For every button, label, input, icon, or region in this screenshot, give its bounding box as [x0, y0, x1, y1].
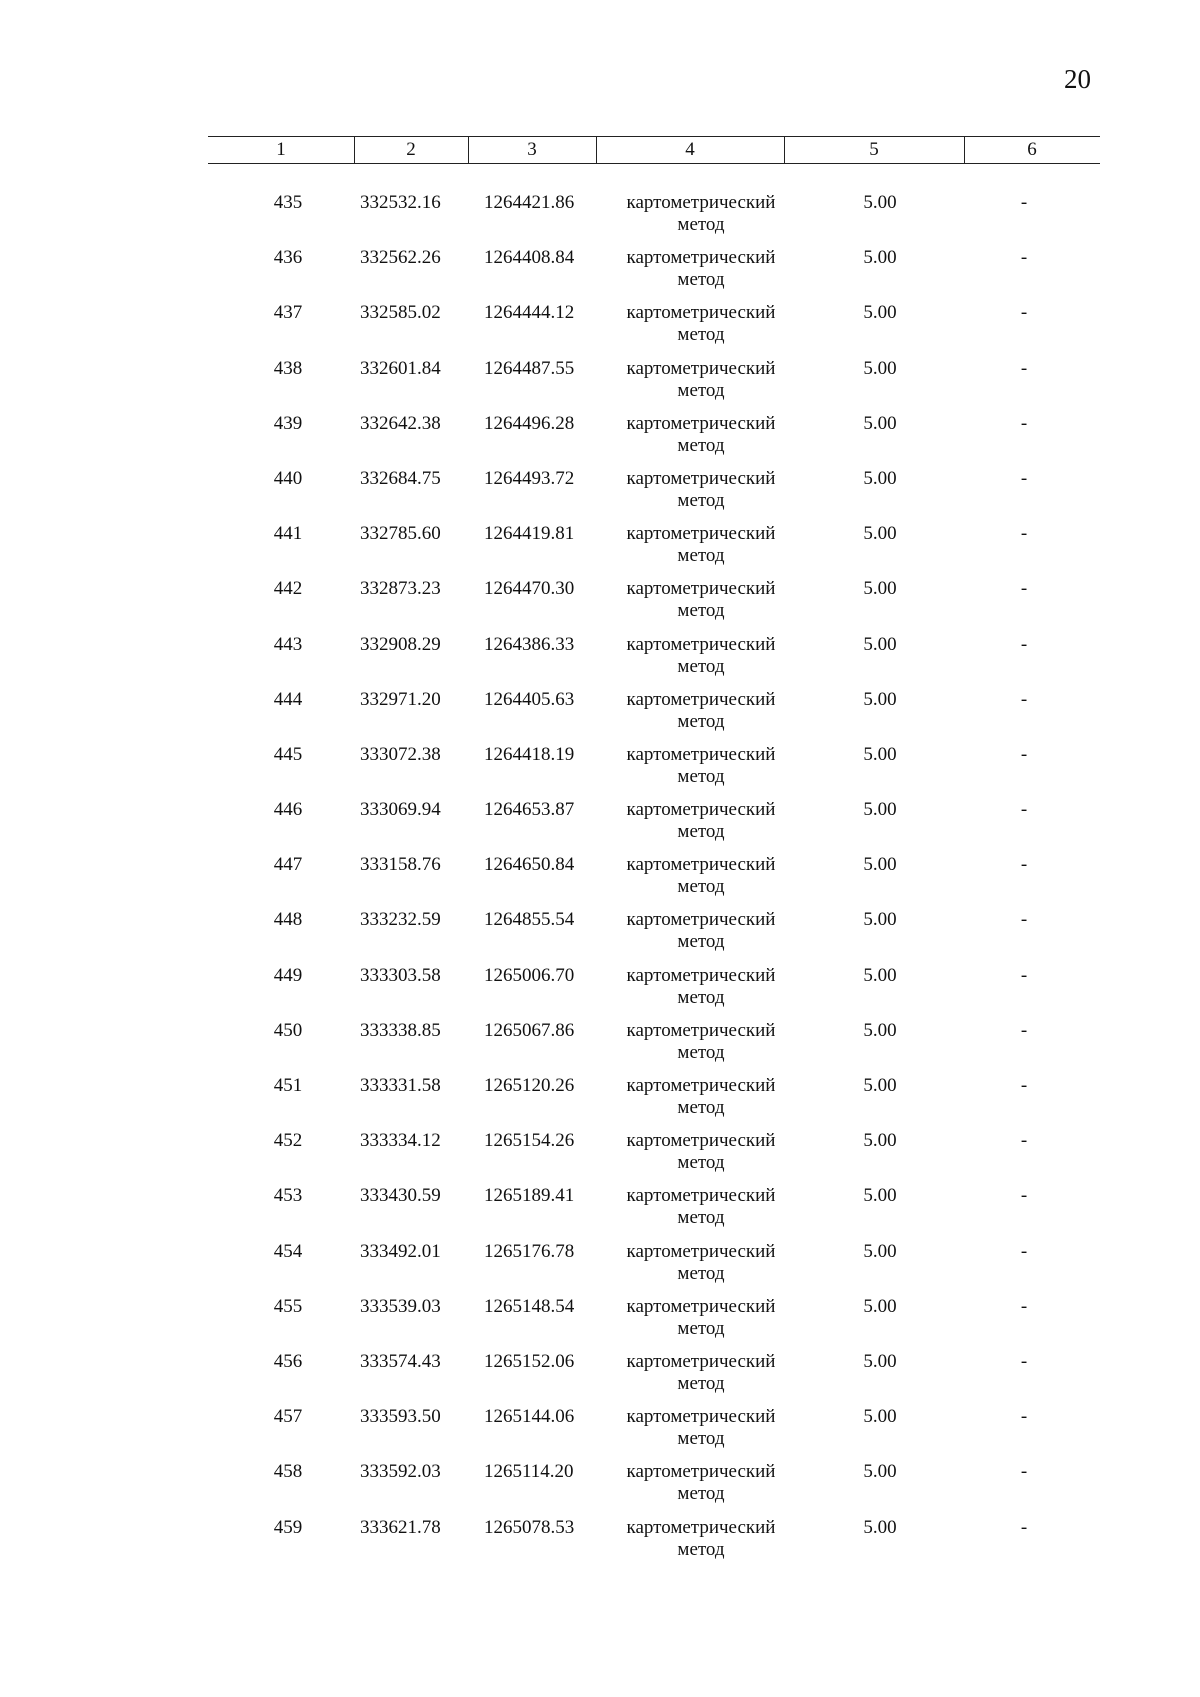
method-text: картометрический [626, 909, 776, 931]
method-cell [596, 1075, 806, 1119]
method-text: картометрический [626, 688, 776, 710]
method-text: картометрический [626, 1130, 776, 1152]
note-value: - [1020, 1516, 1028, 1538]
table-row [208, 1406, 1100, 1461]
coordinate-y: 1264650.84 [484, 854, 575, 876]
point-number: 448 [273, 909, 303, 931]
accuracy-value: 5.00 [863, 192, 897, 213]
table-row [208, 1075, 1100, 1130]
note-value: - [1020, 1406, 1028, 1428]
accuracy-value: 5.00 [863, 964, 897, 986]
accuracy-value: 5.00 [863, 1461, 897, 1483]
coordinate-y: 1264487.55 [484, 357, 575, 379]
method-text: метод [677, 986, 725, 1008]
coordinate-y: 1265067.86 [484, 1019, 575, 1041]
coordinate-x: 333158.76 [360, 854, 441, 876]
note-value: - [1020, 192, 1028, 213]
note-value: - [1020, 688, 1028, 710]
point-number: 452 [273, 1130, 303, 1152]
method-text: картометрический [626, 357, 776, 379]
method-text: метод [677, 434, 725, 456]
coordinate-x: 332532.16 [360, 192, 441, 213]
table-row [208, 689, 1100, 744]
point-number: 446 [273, 799, 303, 821]
method-text: картометрический [626, 964, 776, 986]
coordinate-x: 332562.26 [360, 247, 441, 269]
method-cell [596, 744, 806, 788]
coordinate-y: 1265152.06 [484, 1350, 575, 1372]
point-number: 442 [273, 578, 303, 600]
point-number: 441 [273, 523, 303, 545]
point-number: 438 [273, 357, 303, 379]
point-number: 449 [273, 964, 303, 986]
note-value: - [1020, 909, 1028, 931]
method-text: метод [677, 379, 725, 401]
coordinate-x: 333331.58 [360, 1075, 441, 1096]
accuracy-value: 5.00 [863, 688, 897, 710]
accuracy-value: 5.00 [863, 799, 897, 821]
point-number: 447 [273, 854, 303, 876]
table-row [208, 744, 1100, 799]
coordinate-x: 332642.38 [360, 412, 441, 434]
coordinate-x: 333338.85 [360, 1019, 441, 1041]
method-text: метод [677, 710, 725, 732]
note-value: - [1020, 633, 1028, 655]
method-text: картометрический [626, 1185, 776, 1207]
header-cell: 3 [527, 139, 537, 160]
table-row [208, 1130, 1100, 1185]
method-cell [596, 1351, 806, 1395]
table-body [208, 192, 1100, 1572]
method-text: метод [677, 214, 725, 235]
method-cell [596, 1241, 806, 1285]
accuracy-value: 5.00 [863, 1019, 897, 1041]
note-value: - [1020, 1295, 1028, 1317]
coordinate-y: 1264493.72 [484, 467, 575, 489]
method-cell [596, 909, 806, 953]
table-row [208, 523, 1100, 578]
method-cell [596, 1296, 806, 1340]
method-text: метод [677, 821, 725, 843]
method-cell [596, 689, 806, 733]
accuracy-value: 5.00 [863, 1295, 897, 1317]
table-row [208, 799, 1100, 854]
note-value: - [1020, 854, 1028, 876]
accuracy-value: 5.00 [863, 247, 897, 269]
method-text: картометрический [626, 1295, 776, 1317]
method-text: метод [677, 1152, 725, 1174]
coordinate-y: 1265189.41 [484, 1185, 575, 1207]
point-number: 443 [273, 633, 303, 655]
coordinate-x: 332585.02 [360, 302, 441, 324]
method-text: метод [677, 324, 725, 346]
method-text: картометрический [626, 743, 776, 765]
coordinate-x: 333072.38 [360, 743, 441, 765]
method-text: картометрический [626, 467, 776, 489]
accuracy-value: 5.00 [863, 909, 897, 931]
accuracy-value: 5.00 [863, 854, 897, 876]
table-row [208, 192, 1100, 247]
note-value: - [1020, 1350, 1028, 1372]
table-row [208, 468, 1100, 523]
coordinate-y: 1265176.78 [484, 1240, 575, 1262]
method-cell [596, 302, 806, 346]
table-row [208, 854, 1100, 909]
point-number: 458 [273, 1461, 303, 1483]
accuracy-value: 5.00 [863, 1516, 897, 1538]
method-cell [596, 634, 806, 678]
coordinate-x: 333593.50 [360, 1406, 441, 1428]
coordinate-y: 1264653.87 [484, 799, 575, 821]
table-row [208, 1461, 1100, 1516]
coordinate-y: 1265148.54 [484, 1295, 575, 1317]
coordinate-x: 333574.43 [360, 1350, 441, 1372]
header-cell: 4 [685, 139, 695, 160]
header-cell: 1 [276, 139, 286, 160]
method-text: метод [677, 489, 725, 511]
method-text: картометрический [626, 1075, 776, 1096]
method-text: метод [677, 269, 725, 291]
point-number: 453 [273, 1185, 303, 1207]
coordinate-y: 1264408.84 [484, 247, 575, 269]
accuracy-value: 5.00 [863, 412, 897, 434]
coordinate-x: 333334.12 [360, 1130, 441, 1152]
page-number: 20 [1064, 64, 1091, 94]
method-text: метод [677, 655, 725, 677]
table-row [208, 634, 1100, 689]
coordinate-y: 1265114.20 [484, 1461, 574, 1483]
method-text: метод [677, 1041, 725, 1063]
method-text: картометрический [626, 633, 776, 655]
coordinate-x: 333069.94 [360, 799, 441, 821]
table-row [208, 247, 1100, 302]
point-number: 436 [273, 247, 303, 269]
coordinate-y: 1264470.30 [484, 578, 575, 600]
accuracy-value: 5.00 [863, 1240, 897, 1262]
note-value: - [1020, 743, 1028, 765]
method-text: метод [677, 1538, 725, 1560]
accuracy-value: 5.00 [863, 523, 897, 545]
note-value: - [1020, 1240, 1028, 1262]
note-value: - [1020, 302, 1028, 324]
method-cell [596, 578, 806, 622]
point-number: 435 [273, 192, 303, 213]
method-text: картометрический [626, 302, 776, 324]
table-row [208, 1351, 1100, 1406]
coordinate-y: 1265144.06 [484, 1406, 575, 1428]
method-cell [596, 965, 806, 1009]
method-text: метод [677, 1262, 725, 1284]
header-cell: 6 [1027, 139, 1037, 160]
coordinate-x: 333539.03 [360, 1295, 441, 1317]
point-number: 439 [273, 412, 303, 434]
note-value: - [1020, 523, 1028, 545]
method-cell [596, 1406, 806, 1450]
coordinate-x: 333592.03 [360, 1461, 441, 1483]
table-row [208, 1241, 1100, 1296]
table-header [208, 136, 1100, 164]
method-text: картометрический [626, 799, 776, 821]
coordinate-x: 332684.75 [360, 467, 441, 489]
coordinate-x: 332601.84 [360, 357, 441, 379]
coordinate-y: 1264386.33 [484, 633, 575, 655]
header-cell: 5 [869, 139, 879, 160]
coordinate-x: 333232.59 [360, 909, 441, 931]
method-cell [596, 1517, 806, 1561]
method-cell [596, 1020, 806, 1064]
method-cell [596, 1461, 806, 1505]
table-row [208, 1296, 1100, 1351]
coordinate-y: 1265154.26 [484, 1130, 575, 1152]
accuracy-value: 5.00 [863, 743, 897, 765]
note-value: - [1020, 1075, 1028, 1096]
accuracy-value: 5.00 [863, 1350, 897, 1372]
point-number: 445 [273, 743, 303, 765]
coordinate-y: 1264444.12 [484, 302, 575, 324]
coordinate-x: 332873.23 [360, 578, 441, 600]
accuracy-value: 5.00 [863, 302, 897, 324]
coordinate-y: 1265078.53 [484, 1516, 575, 1538]
method-text: метод [677, 1097, 725, 1118]
note-value: - [1020, 412, 1028, 434]
accuracy-value: 5.00 [863, 578, 897, 600]
point-number: 440 [273, 467, 303, 489]
header-cell: 2 [406, 139, 416, 160]
note-value: - [1020, 1185, 1028, 1207]
accuracy-value: 5.00 [863, 1130, 897, 1152]
coordinate-y: 1265006.70 [484, 964, 575, 986]
method-cell [596, 413, 806, 457]
accuracy-value: 5.00 [863, 633, 897, 655]
coordinate-y: 1264419.81 [484, 523, 575, 545]
method-text: картометрический [626, 412, 776, 434]
method-cell [596, 358, 806, 402]
method-text: метод [677, 765, 725, 787]
coordinate-x: 333303.58 [360, 964, 441, 986]
point-number: 457 [273, 1406, 303, 1428]
point-number: 444 [273, 688, 303, 710]
point-number: 451 [273, 1075, 303, 1096]
method-text: картометрический [626, 1019, 776, 1041]
note-value: - [1020, 799, 1028, 821]
coordinate-y: 1264405.63 [484, 688, 575, 710]
method-text: картометрический [626, 247, 776, 269]
method-text: картометрический [626, 1350, 776, 1372]
method-text: метод [677, 1483, 725, 1505]
note-value: - [1020, 247, 1028, 269]
point-number: 450 [273, 1019, 303, 1041]
note-value: - [1020, 357, 1028, 379]
method-text: картометрический [626, 578, 776, 600]
coordinate-y: 1264418.19 [484, 743, 575, 765]
coordinate-y: 1264855.54 [484, 909, 575, 931]
accuracy-value: 5.00 [863, 357, 897, 379]
method-cell [596, 523, 806, 567]
accuracy-value: 5.00 [863, 1185, 897, 1207]
method-text: метод [677, 1207, 725, 1229]
method-cell [596, 468, 806, 512]
method-text: картометрический [626, 523, 776, 545]
method-cell [596, 854, 806, 898]
accuracy-value: 5.00 [863, 1075, 897, 1096]
note-value: - [1020, 467, 1028, 489]
method-text: картометрический [626, 1240, 776, 1262]
method-cell [596, 192, 806, 236]
table-row [208, 302, 1100, 357]
method-text: метод [677, 931, 725, 953]
coordinate-x: 332785.60 [360, 523, 441, 545]
method-cell [596, 247, 806, 291]
note-value: - [1020, 964, 1028, 986]
method-text: метод [677, 1317, 725, 1339]
method-text: метод [677, 876, 725, 898]
point-number: 437 [273, 302, 303, 324]
method-text: картометрический [626, 1516, 776, 1538]
method-text: метод [677, 1372, 725, 1394]
coordinate-y: 1264496.28 [484, 412, 575, 434]
note-value: - [1020, 578, 1028, 600]
table-row [208, 1185, 1100, 1240]
method-text: метод [677, 1428, 725, 1450]
coordinate-y: 1265120.26 [484, 1075, 575, 1096]
method-text: картометрический [626, 1406, 776, 1428]
method-text: картометрический [626, 1461, 776, 1483]
coordinate-y: 1264421.86 [484, 192, 575, 213]
table-row [208, 578, 1100, 633]
coordinate-x: 332971.20 [360, 688, 441, 710]
note-value: - [1020, 1461, 1028, 1483]
coordinate-x: 333430.59 [360, 1185, 441, 1207]
method-cell [596, 799, 806, 843]
coordinate-x: 333621.78 [360, 1516, 441, 1538]
coordinate-x: 333492.01 [360, 1240, 441, 1262]
point-number: 459 [273, 1516, 303, 1538]
note-value: - [1020, 1019, 1028, 1041]
accuracy-value: 5.00 [863, 1406, 897, 1428]
table-row [208, 909, 1100, 964]
note-value: - [1020, 1130, 1028, 1152]
method-cell [596, 1130, 806, 1174]
method-text: картометрический [626, 854, 776, 876]
point-number: 454 [273, 1240, 303, 1262]
accuracy-value: 5.00 [863, 467, 897, 489]
table-row [208, 358, 1100, 413]
table-row [208, 1517, 1100, 1572]
table-row [208, 965, 1100, 1020]
method-text: метод [677, 600, 725, 622]
table-row [208, 1020, 1100, 1075]
method-cell [596, 1185, 806, 1229]
coordinate-x: 332908.29 [360, 633, 441, 655]
table-row [208, 413, 1100, 468]
method-text: картометрический [626, 192, 776, 213]
method-text: метод [677, 545, 725, 567]
point-number: 456 [273, 1350, 303, 1372]
point-number: 455 [273, 1295, 303, 1317]
